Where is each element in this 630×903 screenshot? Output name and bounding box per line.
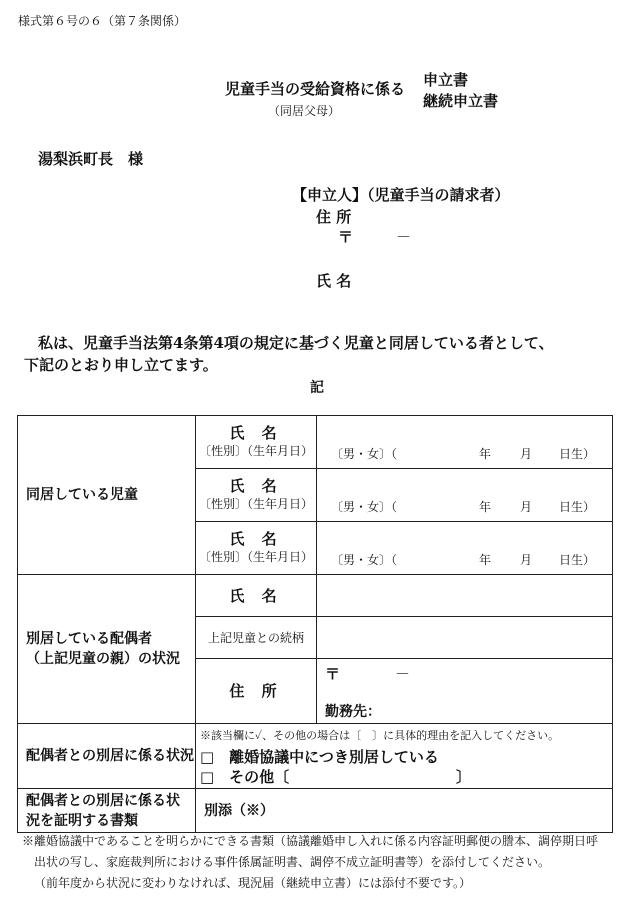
separation-note: ※該当欄に✓、その他の場合は〔 〕に具体的理由を記入してください。 <box>200 729 560 742</box>
applicant-address-label: 住 所 <box>316 208 352 226</box>
relationship-field[interactable] <box>317 617 613 659</box>
declaration-line2: 下記のとおり申し立てます。 <box>24 356 218 374</box>
spouse-name-label: 氏 名 <box>229 586 283 605</box>
gender-choice[interactable]: 〔男・女〕（ <box>331 447 398 461</box>
day-born-label: 日生） <box>559 447 596 461</box>
year-label: 年 <box>479 500 492 514</box>
gender-choice[interactable]: 〔男・女〕（ <box>331 553 398 567</box>
proof-label-line2: 況を証明する書類 <box>26 812 138 829</box>
child-name-label: 氏 名 <box>229 477 283 495</box>
spouse-address-label: 住 所 <box>229 682 283 700</box>
child-1-labels <box>196 416 317 469</box>
declaration-line1: 私は、児童手当法第4条第4項の規定に基づく児童と同居している者として、 <box>38 334 554 352</box>
form-title: 児童手当の受給資格に係る <box>225 80 406 98</box>
form-subtitle: （同居父母） <box>268 104 341 118</box>
spouse-address-field[interactable] <box>317 659 613 724</box>
spouse-address-label-cell <box>196 659 317 724</box>
separation-options <box>196 724 613 789</box>
child-name-label: 氏 名 <box>229 424 283 442</box>
workplace-label: 勤務先： <box>325 704 381 720</box>
children-label: 同居している児童 <box>18 416 196 575</box>
proof-label-line1: 配偶者との別居に係る状 <box>26 792 180 809</box>
child-gender-birth-label: 〔性別〕（生年月日） <box>198 550 313 564</box>
footnote-line2: 出状の写し、家庭裁判所における事件係属証明書、調停不成立証明書等）を添付してください。 <box>34 855 551 869</box>
child-2-entry[interactable] <box>317 469 613 522</box>
title-option-application: 申立書 <box>423 71 469 89</box>
child-name-label: 氏 名 <box>229 530 283 548</box>
applicant-name-label: 氏 名 <box>316 272 352 290</box>
relationship-label-cell <box>196 617 317 659</box>
child-3-entry[interactable] <box>317 522 613 575</box>
addressee: 湯梨浜町長 様 <box>38 150 144 168</box>
day-born-label: 日生） <box>559 553 596 567</box>
proof-value: 別添（※） <box>196 789 613 833</box>
spouse-label-line1: 別居している配偶者 <box>26 631 152 647</box>
child-gender-birth-label: 〔性別〕（生年月日） <box>198 497 313 511</box>
relationship-label: 上記児童との続柄 <box>207 630 304 645</box>
child-gender-birth-label: 〔性別〕（生年月日） <box>198 444 313 458</box>
applicant-postal-dash[interactable]: － <box>396 228 412 246</box>
separation-label: 配偶者との別居に係る状況 <box>18 724 196 789</box>
spouse-name-label-cell <box>196 575 317 617</box>
spouse-status-label <box>18 575 196 724</box>
year-label: 年 <box>479 447 492 461</box>
day-born-label: 日生） <box>559 500 596 514</box>
footnote-line3: （前年度から状況に変わりなければ、現況届（継続申立書）には添付不要です。） <box>34 876 472 890</box>
other-option-checkbox[interactable]: □ その他〔 <box>200 768 290 786</box>
spouse-postal-dash[interactable]: － <box>395 665 411 683</box>
applicant-heading: 【申立人】（児童手当の請求者） <box>292 186 510 204</box>
gender-choice[interactable]: 〔男・女〕（ <box>331 500 398 514</box>
applicant-postal-mark: 〒 <box>338 228 354 246</box>
spouse-name-field[interactable] <box>317 575 613 617</box>
month-label: 月 <box>520 447 533 461</box>
other-reason-close: 〕 <box>456 768 472 786</box>
ki-heading: 記 <box>310 380 324 396</box>
month-label: 月 <box>520 500 533 514</box>
child-3-labels <box>196 522 317 575</box>
spouse-label-line2: （上記児童の親）の状況 <box>26 651 180 667</box>
child-1-entry[interactable] <box>317 416 613 469</box>
month-label: 月 <box>520 553 533 567</box>
proof-documents-label <box>18 789 196 833</box>
year-label: 年 <box>479 553 492 567</box>
divorce-option-checkbox[interactable]: □ 離婚協議中につき別居している <box>200 748 439 766</box>
form-number: 様式第６号の６（第７条関係） <box>18 14 187 28</box>
child-2-labels <box>196 469 317 522</box>
application-table <box>17 415 613 833</box>
title-option-continuing: 継続申立書 <box>423 92 499 110</box>
spouse-postal-mark: 〒 <box>325 665 341 683</box>
footnote-line1: ※離婚協議中であることを明らかにできる書類（協議離婚申し入れに係る内容証明郵便の謄本、調停期日呼 <box>22 834 599 848</box>
